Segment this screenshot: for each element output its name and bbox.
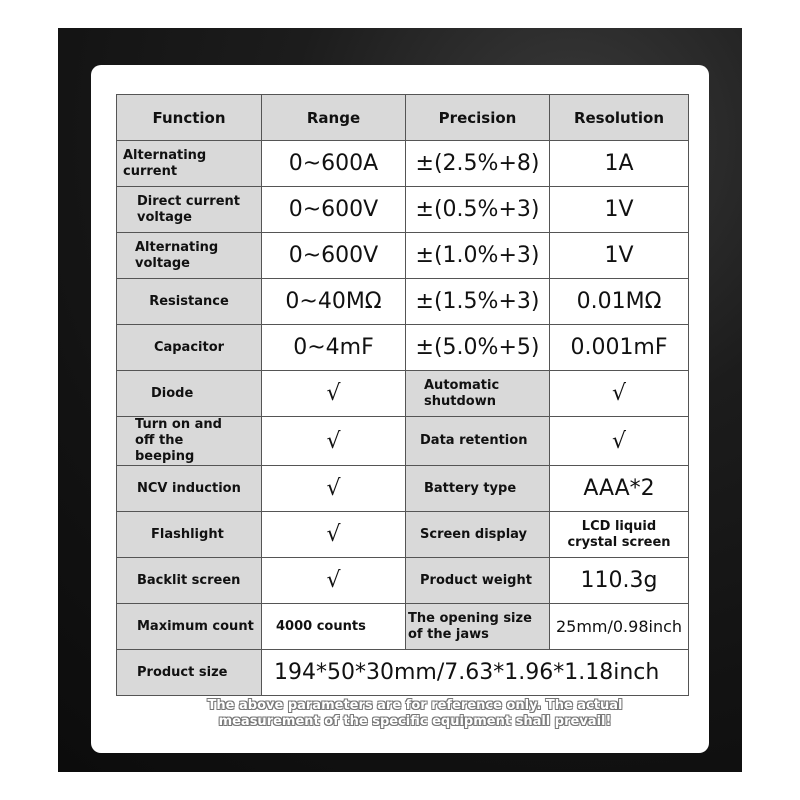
table-row: [117, 558, 689, 604]
resolution-cell: 0.01MΩ: [550, 279, 689, 325]
product-size-row: [117, 650, 689, 696]
product-weight-value: 110.3g: [550, 558, 689, 604]
feature-label: Automatic shutdown: [406, 371, 550, 417]
range-cell: 0~4mF: [262, 325, 406, 371]
header-resolution: Resolution: [550, 95, 689, 141]
feature-label: Flashlight: [117, 512, 262, 558]
function-cell: Resistance: [117, 279, 262, 325]
resolution-cell: 1V: [550, 233, 689, 279]
header-row: [117, 95, 689, 141]
precision-cell: ±(0.5%+3): [406, 187, 550, 233]
table-row: [117, 604, 689, 650]
table-row: [117, 141, 689, 187]
table-row: [117, 187, 689, 233]
feature-label: Product weight: [406, 558, 550, 604]
check-mark-icon: √: [550, 417, 689, 466]
table-row: [117, 279, 689, 325]
check-mark-icon: √: [262, 417, 406, 466]
screen-display-value: LCD liquid crystal screen: [550, 512, 689, 558]
product-size-label: Product size: [117, 650, 262, 696]
resolution-cell: 1A: [550, 141, 689, 187]
precision-cell: ±(1.0%+3): [406, 233, 550, 279]
header-function: Function: [117, 95, 262, 141]
table-row: [117, 417, 689, 466]
feature-label: Screen display: [406, 512, 550, 558]
range-cell: 0~600V: [262, 187, 406, 233]
check-mark-icon: √: [262, 371, 406, 417]
range-cell: 0~600V: [262, 233, 406, 279]
feature-label: Turn on and off the beeping: [117, 417, 262, 466]
range-cell: 0~40MΩ: [262, 279, 406, 325]
table-row: [117, 512, 689, 558]
battery-type-value: AAA*2: [550, 466, 689, 512]
function-cell: Capacitor: [117, 325, 262, 371]
table-row: [117, 325, 689, 371]
function-cell: Direct current voltage: [117, 187, 262, 233]
table-row: [117, 466, 689, 512]
maximum-count-value: 4000 counts: [262, 604, 406, 650]
table-row: [117, 233, 689, 279]
function-cell: Alternating voltage: [117, 233, 262, 279]
feature-label: The opening size of the jaws: [406, 604, 550, 650]
check-mark-icon: √: [262, 466, 406, 512]
header-precision: Precision: [406, 95, 550, 141]
table-row: [117, 371, 689, 417]
check-mark-icon: √: [550, 371, 689, 417]
jaw-opening-value: 25mm/0.98inch: [550, 604, 689, 650]
function-cell: Alternating current: [117, 141, 262, 187]
header-range: Range: [262, 95, 406, 141]
precision-cell: ±(5.0%+5): [406, 325, 550, 371]
product-size-value: 194*50*30mm/7.63*1.96*1.18inch: [262, 650, 689, 696]
feature-label: Backlit screen: [117, 558, 262, 604]
precision-cell: ±(2.5%+8): [406, 141, 550, 187]
feature-label: Maximum count: [117, 604, 262, 650]
resolution-cell: 1V: [550, 187, 689, 233]
precision-cell: ±(1.5%+3): [406, 279, 550, 325]
feature-label: Diode: [117, 371, 262, 417]
check-mark-icon: √: [262, 512, 406, 558]
resolution-cell: 0.001mF: [550, 325, 689, 371]
feature-label: Battery type: [406, 466, 550, 512]
disclaimer-text: The above parameters are for reference only. The actual measurement of the specific equipment shall prevail!: [207, 698, 623, 729]
check-mark-icon: √: [262, 558, 406, 604]
range-cell: 0~600A: [262, 141, 406, 187]
spec-table: [116, 94, 689, 696]
feature-label: Data retention: [406, 417, 550, 466]
feature-label: NCV induction: [117, 466, 262, 512]
